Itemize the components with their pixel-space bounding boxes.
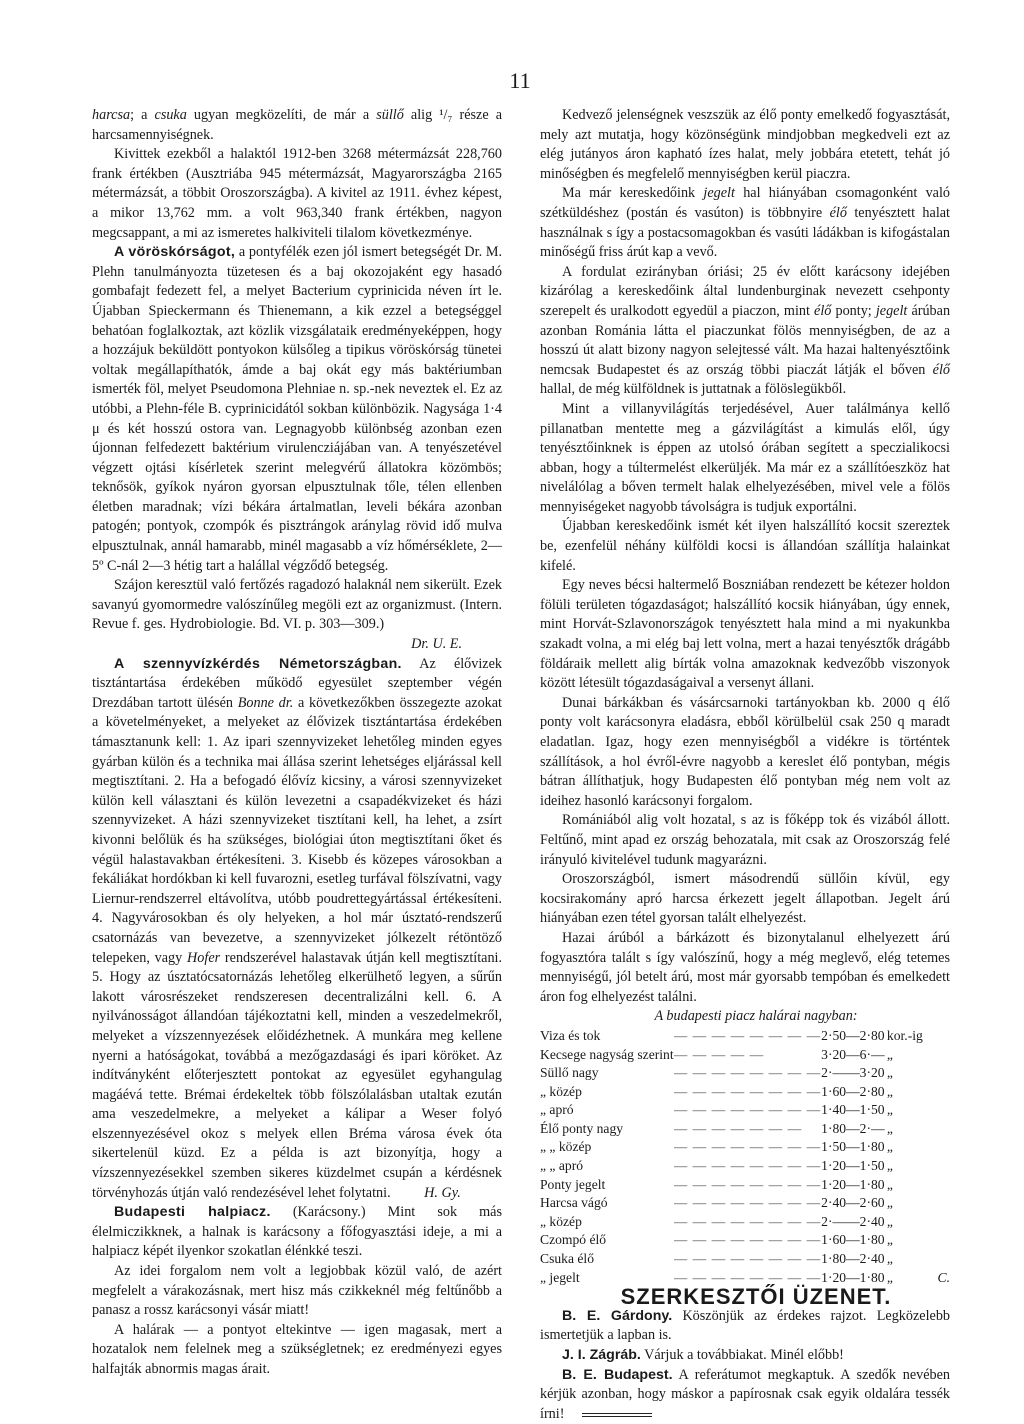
price-cell-sign	[928, 1231, 950, 1250]
italic-term: jegelt	[875, 302, 908, 319]
price-cell-price: 2·——3·20	[821, 1065, 885, 1081]
price-cell-fish: „ „ apró	[540, 1158, 584, 1174]
price-cell-price: 2·——2·40	[821, 1213, 885, 1229]
price-cell-fish: „ jegelt	[540, 1269, 580, 1285]
price-cell-unit: „	[886, 1176, 893, 1192]
price-cell-price: 1·60—1·80	[821, 1232, 885, 1248]
italic-term: harcsa	[92, 107, 131, 123]
price-cell-dots: — — — — — — — —	[673, 1251, 822, 1267]
price-cell-dots: — — — — — — —	[673, 1120, 803, 1136]
price-cell-price: 1·20—1·80	[821, 1176, 885, 1192]
message-text: Köszönjük az érdekes rajzot. Legközelebb ismertetjük a lapban is.	[540, 1307, 951, 1344]
price-cell-fish: „ „ közép	[540, 1139, 592, 1155]
text: Ma már kereskedőink	[562, 185, 696, 202]
price-cell-unit: kor.-ig	[886, 1027, 923, 1043]
price-cell-price: 3·20—6·—	[821, 1046, 885, 1062]
editor-message	[540, 1307, 950, 1346]
price-cell-sign	[928, 1083, 950, 1102]
price-cell-unit: „	[886, 1158, 893, 1174]
paragraph: Kedvező jelenségnek veszszük az élő ponty emelkedő fogyasztását, mely azt mutatja, hogy közönségünk mindjobban megkedveli ezt az elég jutányos áron kapható ízes halat, mely jobbára etetett, tehát jó minőségben és megfelelő mennyiségben kerül piaczra.	[540, 107, 950, 182]
price-cell-fish: Harcsa vágó	[540, 1195, 608, 1211]
author-signature: Dr. U. E.	[411, 636, 462, 653]
price-table-title: A budapesti piacz halárai nagyban:	[654, 1008, 858, 1025]
price-cell-dots: — — — — — — — —	[673, 1176, 822, 1192]
price-cell-fish: „ közép	[540, 1083, 582, 1099]
price-cell-fish: Viza és tok	[540, 1027, 601, 1043]
italic-term: Hofer	[187, 949, 221, 966]
text: A fordulat ezirányban óriási; 25 év előtt karácsony idejében kizárólag a kereskedőink által lundenburginak nevezett csehponty szerepelt és uralkodott egyedül a piaczon, mint	[540, 263, 950, 319]
editor-message	[540, 1366, 950, 1424]
price-cell-unit: „	[886, 1195, 893, 1211]
price-cell-fish: Ponty jegelt	[540, 1176, 606, 1192]
text: (Karácsony.) Mint sok más élelmiczikknek, a halnak is karácsony a főfogyasztási ideje, a mi a halpiacz képét ilyenkor szokatlan élénkké teszi.	[92, 1204, 502, 1260]
paragraph: Hazai árúból a bárkázott és bizonytalanul elhelyezett árú fogyasztóra talált s így valószínű, hogy a még meglevő, elég tetemes mennyiségű, jól betelt árú, most már gyorsabb tempóban és emelkedett áron fog elhelyezést találni.	[540, 929, 950, 1005]
price-cell-sign	[928, 1120, 950, 1139]
paragraph: Újabban kereskedőink ismét két ilyen halszállító kocsit szereztek be, ezenfelül néhány külföldi kocsi is állandóan szállítja halainkat kifelé.	[540, 518, 950, 574]
price-cell-fish: Czompó élő	[540, 1232, 607, 1248]
price-cell-price: 2·40—2·60	[821, 1195, 885, 1211]
price-cell-sign: C.	[937, 1269, 950, 1285]
paragraph: A halárak — a pontyot eltekintve — igen magasak, mert a hozatalok nem felelnek meg a szükségletnek; ez eredményezi egyes halfajták abnormis magas árait.	[92, 1321, 502, 1377]
paragraph: Egy neves bécsi haltermelő Boszniában rendezett be kétezer holdon fölüli területen tógazdaságot; halszállító kocsik hiányában, úgy ennek, mint Horvát-Szlavonországok tenyésztett hala mind a mi nyakunkba szakadt volna, a mi elég baj lett volna, mert a hazai tenyésztők drágább földáraik mellett alig bírták volna amazoknak kedvezőbb viszonyok között létesült tógazdaságaival a versenyt állani.	[540, 577, 950, 692]
price-cell-price: 1·60—2·80	[821, 1083, 885, 1099]
price-cell-sign	[928, 1213, 950, 1232]
price-cell-unit: „	[886, 1102, 893, 1118]
price-cell-unit: „	[886, 1213, 893, 1229]
author-signature: H. Gy.	[424, 1184, 461, 1201]
paragraph	[540, 263, 950, 400]
price-cell-dots: — — — — — — — —	[673, 1158, 822, 1174]
price-cell-unit: „	[886, 1139, 893, 1155]
price-row	[540, 1138, 950, 1157]
paragraph	[92, 1203, 502, 1262]
text: ponty;	[835, 302, 872, 319]
text: a pontyfélék ezen jól ismert betegségét Dr. M. Plehn tanulmányozta tüzetesen és a baj okozojaként egy hasadó gombafajt fedezett fel, a melyet Bacterium cyprinicida néven írt le. Újabban Spieckermann és Thienemann, a kik ezzel a betegséggel behatóan foglalkoztak, azt közlik vizsgálataik eredményeképpen, hogy a hozzájuk beküldött pontyokon külsőleg a tipikus vöröskórság tünetei voltak megállapíthatók, ámde a baj okát egy más baktériumban ismerték föl, melyet Pseudomona Plehniae n. sp.-nek neveztek el. Ez az utóbbi, a Plehn-féle B. cyprinicidától sokban különbözik. Nagysága 1·4 μ és két hosszú ostora van. Legnagyobb különbség azonban ezen újonnan felfedezett baktérium virulencziájában van. A tenyészetével végzett ojtási kísérletek szerint melegvérű állatokra közömbös; teknősök, gyíkok nyáron gyorsan elpusztulnak tőle, télen ellenben életben maradnak; vízi békára ártalmatlan, leveli békára azonban patogén; pontyok, czompók és pisztrángok aránylag rövid idő mulva elpusztulnak, annál hamarabb, minél magasabb a víz hőmérséklete, 2—5º C-nál 2—3 hétig tart a halállal végződő betegség.	[92, 244, 503, 574]
page-number: 11	[509, 68, 531, 93]
price-cell-unit: „	[886, 1065, 893, 1081]
paragraph: Romániából alig volt hozatal, s az is főképp tok és vizából állott. Feltűnő, mint apad ez ország behozatala, mit csak az Oroszország felé irányuló kivitelével tudunk magyarázni.	[540, 812, 950, 868]
italic-term: élő	[814, 302, 832, 319]
text: tenyésztett halat használnak s így a postacsomagokban és vasúti ládákban is kifogástalan minőségű friss árút kap a vevő.	[540, 204, 950, 261]
message-recipient: B. E. Budapest.	[562, 1366, 673, 1383]
text: ugyan megközelíti, de már a	[193, 107, 370, 123]
price-table-body	[540, 1027, 950, 1287]
end-rule	[582, 1413, 652, 1417]
price-cell-dots: — — — — — — — —	[673, 1027, 822, 1043]
italic-term: élő	[829, 204, 847, 221]
price-cell-price: 1·20—1·50	[821, 1158, 885, 1174]
paragraph: Kivittek ezekből a halaktól 1912-ben 3268 métermázsát 228,760 frank értékben (Ausztriába 945 métermázsát, Magyarországba 2165 métermázsát, a többit Oroszországba). A kivitel az 1911. évhez képest, a mikor 13,762 mm. a volt 963,340 frank értékben, nagyon megcsappant, a mi az ismeretes halkiviteli tilalom következménye.	[92, 146, 502, 241]
price-row	[540, 1101, 950, 1120]
message-recipient: J. I. Zágráb.	[562, 1347, 641, 1363]
price-cell-fish: „ közép	[540, 1213, 582, 1229]
price-cell-unit: „	[886, 1120, 893, 1136]
price-row	[540, 1231, 950, 1250]
price-cell-sign	[928, 1064, 950, 1083]
price-cell-sign	[928, 1250, 950, 1269]
text: Az élővizek tisztántartása érdekében működő egyesület szeptember végén Drezdában tartott ülésén	[92, 655, 502, 711]
right-column	[540, 106, 950, 1424]
paragraph: Szájon keresztül való fertőzés ragadozó halaknál nem sikerült. Ezek savanyú gyomormedre valószínűleg megöli ezt az organizmust. (Intern. Revue f. ges. Hydrobiologie. Bd. VI. p. 303—309.)	[92, 577, 502, 633]
price-cell-unit: „	[886, 1251, 893, 1267]
editor-messages-heading: SZERKESZTŐI ÜZENET.	[620, 1284, 892, 1310]
price-cell-sign	[928, 1176, 950, 1195]
text: alig ¹/₇ része a harcsamennyiségnek.	[92, 107, 502, 143]
paragraph	[92, 655, 502, 1204]
paragraph	[540, 184, 950, 262]
paragraph: Mint a villanyvilágítás terjedésével, Auer találmánya kellő pillanatban mentette meg a gázvilágítást a kimulás elől, úgy tenyésztőinknek is éppen az utolsó órában segített a speczialikocsi abban, hogy a túltermelést elkerüljék. Ma már ez a szállítóeszköz hat nivelálólag a bőven termelt halak elhelyezésében, mivel vele a fölös mennyiségeket nagyobb távolságra is tudjuk exportálni.	[540, 400, 950, 515]
text: rendszerével halastavak útján kell megtisztítani. 5. Hogy az úsztatócsatornázás lehetőleg elkerülhető legyen, a sűrűn lakott városrészeket rendszeresen decentralizálni kell. 6. A nyilvánosságot állandóan tájékoztatni kell, minden a veszedelmekről, melyeket a vízszennyezések előidézhetnek. A munkára meg kellene nyerni a hatóságokat, továbbá a mezőgazdasági és ipari köröket. Az indítványként előterjesztett pontokat az egyesület egyhangulag magáévá tette. Brémai érdekeltek több fölszólalásban utaltak ezután ama veszedelmekre, a melyeket a kálipar a Weser folyó elszennyezésével okoz s melyek ellen Bréma városa évek óta sikertelenül küzd. Ez a példa is azt bizonyítja, hogy a vízszennyezésekkel szemben sikeres küzdelmet csupán a kérdésnek törvényhozás útján való rendezésével lehet folytatni.	[92, 949, 503, 1201]
price-cell-price: 1·50—1·80	[821, 1139, 885, 1155]
italic-term: Bonne dr.	[237, 694, 294, 711]
price-row	[540, 1157, 950, 1176]
price-cell-price: 1·40—1·50	[821, 1102, 885, 1118]
price-cell-unit: „	[886, 1083, 893, 1099]
price-cell-sign	[928, 1046, 950, 1065]
editor-message	[540, 1346, 950, 1366]
price-row	[540, 1250, 950, 1269]
price-cell-fish: Élő ponty nagy	[540, 1120, 624, 1136]
italic-term: süllő	[376, 107, 404, 123]
price-cell-dots: — — — — — — — —	[673, 1139, 822, 1155]
section-heading: A szennyvízkérdés Németországban.	[114, 655, 402, 672]
price-row	[540, 1176, 950, 1195]
price-cell-dots: — — — — — — — —	[673, 1195, 822, 1211]
price-row	[540, 1213, 950, 1232]
paragraph	[92, 106, 502, 145]
price-cell-price: 2·50—2·80	[821, 1027, 885, 1043]
message-text: Várjuk a továbbiakat. Minél előbb!	[644, 1347, 844, 1363]
price-cell-dots: — — — — —	[673, 1046, 765, 1062]
paragraph: Oroszországból, ismert másodrendű süllőin kívül, egy kocsirakomány apró harcsa érkezett jegelt állapotban. Jegelt árú hiányában ezen tétel gyorsan talált elhelyezést.	[540, 871, 950, 927]
price-cell-fish: Süllő nagy	[540, 1065, 599, 1081]
italic-term: jegelt	[703, 185, 735, 202]
text: hallal, de még külföldnek is juttatnak a fölöslegükből.	[540, 381, 847, 398]
price-cell-sign	[928, 1138, 950, 1157]
price-row	[540, 1194, 950, 1213]
price-table	[540, 1027, 950, 1287]
text: hal hiányában csomagonként való szétküldéshez (postán és vasúton) is többnyire	[540, 185, 950, 221]
price-cell-price: 1·80—2·—	[821, 1120, 885, 1136]
price-row	[540, 1027, 950, 1046]
left-column	[92, 106, 502, 1380]
italic-term: élő	[932, 361, 950, 378]
section-heading: A vöröskórságot,	[114, 244, 236, 261]
price-cell-fish: Csuka élő	[540, 1251, 594, 1267]
text: ; a	[130, 107, 148, 123]
paragraph	[92, 243, 502, 576]
message-recipient: B. E. Gárdony.	[562, 1307, 673, 1324]
price-cell-unit: „	[886, 1046, 893, 1062]
price-row	[540, 1064, 950, 1083]
price-cell-dots: — — — — — — — —	[673, 1213, 822, 1229]
price-cell-price: 1·20—1·80	[821, 1269, 885, 1285]
price-cell-sign	[928, 1101, 950, 1120]
italic-term: csuka	[154, 107, 187, 123]
price-cell-dots: — — — — — — — —	[673, 1232, 822, 1248]
text: a következőkben összegezte azokat a követelményeket, a melyeket az élővizek tisztántartása érdekében támasztanunk kell: 1. Az ipari szennyvizeket lehetőleg minden egyes gyárban külön és a technika mai állása szerint lehetséges eljárással kell megtisztítani. 2. Ha a befogadó élővíz kicsiny, a városi szennyvizeket külön kell választani és külön levezetni a csapadékvizeket és házi szennyvizeket. A házi szennyvizeket tisztítani kell, ha lehet, a zsírt kivonni belőlük és ha szükséges, biológiai úton megtisztítani őket és végül halastavakban értékesíteni. 3. Kisebb és közepes városokban a fekáliákat hordókban ki kell fuvarozni, esetleg turfával fölszívatni, vagy Liernur-rendszerrel eltávolítva, utóbb poudrettegyártással értékesíteni. 4. Nagyvárosokban és oly helyeken, a hol már úsztató-rendszerű csatornázás van bevezetve, a szennyvizeket jólkezelt rétöntöző telepeken, vagy	[92, 694, 502, 966]
price-cell-unit: „	[886, 1269, 893, 1285]
price-cell-dots: — — — — — — — —	[673, 1102, 822, 1118]
message-text: A referátumot megkaptuk. A szedők nevében kérjük azonban, hogy máskor a papírosnak csak egyik oldalára tessék írni!	[540, 1366, 950, 1422]
price-cell-fish: „ apró	[540, 1102, 574, 1118]
paragraph: Dunai bárkákban és vásárcsarnoki tartányokban kb. 2000 q élő ponty volt karácsonyra eladásra, ebből körülbelül csak 250 q maradt eladatlan. Igaz, hogy ezen mennyiségből a vidékre is történtek szállítások, a hol évről-évre nagyobb a kereslet élő pontyban, mégis bátran állíthatjuk, hogy Budapesten élő pontyban még nem volt az ideihez hasonló karácsonyi forgalom.	[540, 694, 950, 809]
text: árúban azonban Románia látta el piaczunkat fölös mennyiségben, de az a hosszú út alatt bizony nagyon selejtessé vált. Ma hazai haltenyésztőink nemcsak Budapestet és az ország többi piaczát látják el bőven	[540, 302, 951, 378]
price-cell-unit: „	[886, 1232, 893, 1248]
price-cell-dots: — — — — — — — —	[673, 1083, 822, 1099]
price-cell-price: 1·80—2·40	[821, 1251, 885, 1267]
price-cell-dots: — — — — — — — —	[673, 1065, 822, 1081]
price-cell-fish: Kecsege nagyság szerint	[540, 1046, 674, 1062]
price-cell-sign	[928, 1157, 950, 1176]
price-cell-sign	[928, 1027, 950, 1046]
price-row	[540, 1120, 950, 1139]
paragraph: Az idei forgalom nem volt a legjobbak közül való, de azért megfelelt a várakozásnak, mert hisz más czikkeknél még feltűnőbb a panasz a rossz karácsonyi vásár miatt!	[92, 1263, 502, 1319]
price-cell-sign	[928, 1194, 950, 1213]
price-row	[540, 1083, 950, 1102]
price-cell-dots: — — — — — — — —	[673, 1269, 822, 1285]
price-row	[540, 1046, 950, 1065]
section-heading: Budapesti halpiacz.	[114, 1204, 271, 1221]
